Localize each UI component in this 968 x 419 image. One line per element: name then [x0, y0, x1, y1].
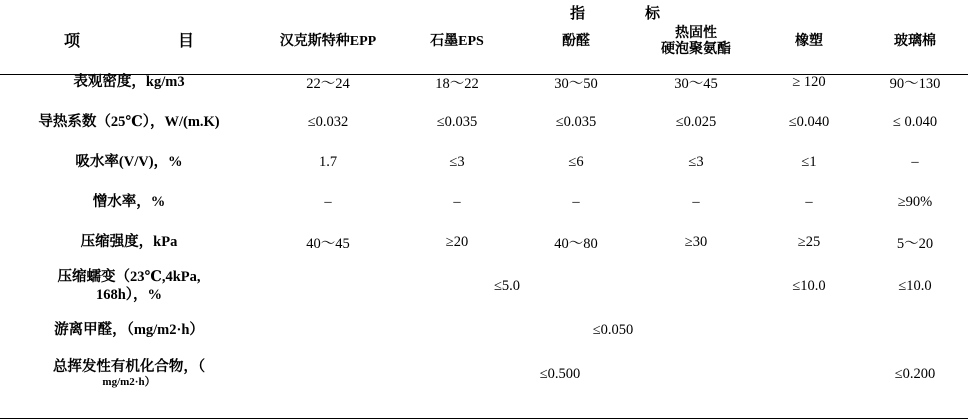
column-header-polyurethane [636, 26, 756, 62]
index-title: 指 标 [569, 6, 670, 22]
cell-compressive-creep-glass-wool: ≤10.0 [898, 277, 932, 294]
column-header-polyurethane-line2: 硬泡聚氨酯 [661, 42, 731, 58]
cell-water-absorption-polyurethane: ≤3 [688, 153, 704, 170]
cell-thermal-conductivity-eps: ≤0.035 [436, 113, 478, 130]
cell-hydrophobicity-rubber-plastic: – [805, 193, 813, 210]
cell-water-absorption-glass-wool: – [911, 153, 919, 170]
cell-hydrophobicity-epp: – [324, 193, 332, 210]
table-row [0, 62, 968, 102]
column-header-eps-line1: 石墨EPS [430, 34, 484, 50]
column-header-glass-wool [862, 26, 968, 62]
table-row [0, 222, 968, 262]
cell-thermal-conductivity-epp: ≤0.032 [307, 113, 349, 130]
cell-tvoc-glass-wool: ≤0.200 [894, 365, 936, 382]
column-header-phenolic [516, 26, 636, 62]
cell-hydrophobicity-phenolic: – [572, 193, 580, 210]
column-header-epp-line1: 汉克斯特种EPP [279, 34, 377, 50]
cell-thermal-conductivity-polyurethane: ≤0.025 [675, 113, 717, 130]
cell-compressive-strength-rubber-plastic: ≥25 [797, 233, 821, 250]
column-header-rubber-plastic-line1: 橡塑 [795, 34, 823, 50]
table-row [0, 350, 968, 398]
cell-water-absorption-eps: ≤3 [449, 153, 465, 170]
cell-apparent-density-epp: 22～24 [306, 75, 350, 92]
table-row [0, 262, 968, 310]
cell-free-formaldehyde-merged: ≤0.050 [592, 321, 634, 338]
row-label-water-absorption: 吸水率(V/V)，% [75, 154, 183, 171]
row-label-tvoc-line2: mg/m2·h） [102, 376, 156, 389]
column-header-phenolic-line1: 酚醛 [562, 34, 590, 50]
row-label-free-formaldehyde: 游离甲醛，（mg/m2·h） [54, 322, 204, 339]
row-label-compressive-creep-line2: 168h），% [95, 287, 163, 304]
cell-apparent-density-eps: 18～22 [435, 75, 479, 92]
cell-compressive-creep-rubber-plastic: ≤10.0 [792, 277, 826, 294]
cell-hydrophobicity-glass-wool: ≥90% [897, 193, 933, 210]
row-label-compressive-creep [0, 262, 258, 310]
column-header-glass-wool-line1: 玻璃棉 [894, 34, 936, 50]
row-label-tvoc-line1: 总挥发性有机化合物，（ [52, 359, 206, 376]
cell-compressive-strength-epp: 40～45 [306, 235, 350, 252]
cell-compressive-strength-eps: ≥20 [445, 233, 469, 250]
row-label-hydrophobicity: 憎水率，% [92, 194, 166, 211]
cell-hydrophobicity-polyurethane: – [692, 193, 700, 210]
cell-thermal-conductivity-rubber-plastic: ≤0.040 [788, 113, 830, 130]
table-header-row [0, 26, 968, 62]
column-header-item-label: 项 目 [64, 32, 194, 50]
cell-apparent-density-rubber-plastic: ≥ 120 [792, 73, 826, 90]
cell-apparent-density-phenolic: 30～50 [554, 75, 598, 92]
row-label-tvoc [0, 350, 258, 398]
cell-water-absorption-epp: 1.7 [318, 153, 338, 170]
row-label-apparent-density: 表观密度，kg/m3 [73, 74, 185, 91]
column-header-eps [398, 26, 516, 62]
table-row [0, 182, 968, 222]
row-label-compressive-strength: 压缩强度，kPa [80, 234, 178, 251]
table-row [0, 142, 968, 182]
row-label-thermal-conductivity: 导热系数（25℃），W/(m.K) [38, 114, 220, 131]
cell-water-absorption-rubber-plastic: ≤1 [801, 153, 817, 170]
row-label-compressive-creep-line1: 压缩蠕变（23℃,4kPa, [57, 269, 201, 286]
table-row [0, 102, 968, 142]
cell-water-absorption-phenolic: ≤6 [568, 153, 584, 170]
cell-tvoc-merged: ≤0.500 [539, 365, 581, 382]
cell-apparent-density-glass-wool: 90～130 [889, 75, 941, 92]
cell-apparent-density-polyurethane: 30～45 [674, 75, 718, 92]
cell-compressive-strength-glass-wool: 5～20 [896, 235, 934, 252]
cell-hydrophobicity-eps: – [453, 193, 461, 210]
cell-thermal-conductivity-phenolic: ≤0.035 [555, 113, 597, 130]
column-header-rubber-plastic [756, 26, 862, 62]
cell-compressive-creep-merged: ≤5.0 [493, 277, 521, 294]
cell-compressive-strength-phenolic: 40～80 [554, 235, 598, 252]
column-header-epp [258, 26, 398, 62]
specification-table [0, 26, 968, 398]
cell-thermal-conductivity-glass-wool: ≤ 0.040 [892, 113, 938, 130]
cell-compressive-strength-polyurethane: ≥30 [684, 233, 708, 250]
table-row [0, 310, 968, 350]
column-header-item [0, 26, 258, 62]
column-header-polyurethane-line1: 热固性 [675, 26, 717, 41]
